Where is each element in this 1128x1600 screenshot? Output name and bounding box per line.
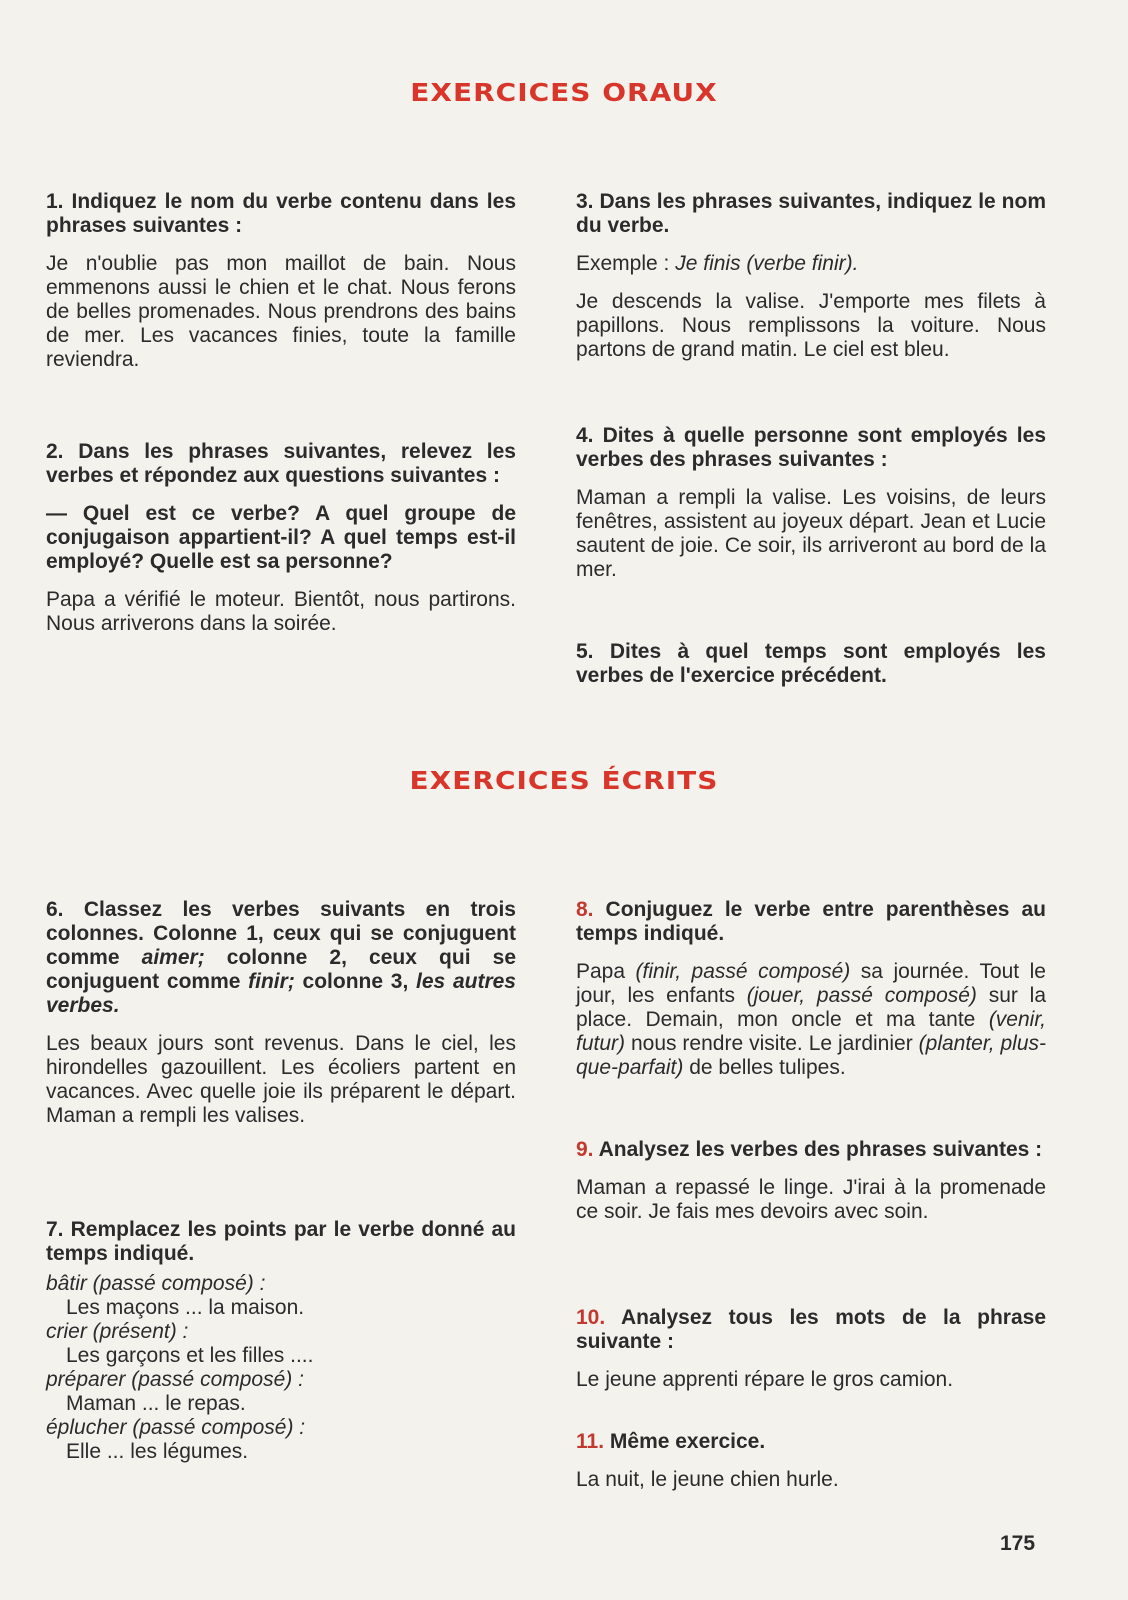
exercise-6-prompt-c: colonne 2, ceux qui se conjuguent comme (46, 946, 516, 993)
exercise-9-prompt: Analysez les verbes des phrases suivantes : (598, 1138, 1043, 1161)
exercise-8-prompt: Conjuguez le verbe entre parenthèses au temps indiqué. (576, 898, 1047, 945)
exercise-10 (576, 1306, 1046, 1392)
exercise-3-number: 3. (576, 190, 594, 213)
exercise-7 (46, 1218, 516, 1464)
exercise-8-text (576, 960, 1046, 1080)
exercise-5-question (576, 640, 1046, 688)
exercise-11-number: 11. (576, 1430, 605, 1453)
exercise-1-text: Je n'oublie pas mon maillot de bain. Nous emmenons aussi le chien et le chat. Nous ferons de belles promenades. Nous prendrons des bains de mer. Les vacances finies, toute la famille reviendra. (46, 252, 516, 371)
exercise-9 (576, 1138, 1046, 1224)
exercise-1-number: 1. (46, 190, 64, 213)
exercise-5 (576, 640, 1046, 688)
oral-section-title: EXERCICES ORAUX (410, 77, 718, 108)
page-number: 175 (1000, 1532, 1036, 1555)
exercise-2-number: 2. (46, 440, 64, 463)
exercise-11-prompt: Même exercice. (609, 1430, 766, 1453)
exercise-9-text: Maman a repassé le linge. J'irai à la promenade ce soir. Je fais mes devoirs avec soin. (576, 1176, 1046, 1223)
exercise-4-prompt: Dites à quelle personne sont employés les verbes des phrases suivantes : (576, 424, 1046, 471)
exercise-3-example (576, 252, 1046, 276)
exercise-10-question (576, 1306, 1046, 1354)
exercise-8-hint-3: (venir, futur) (576, 1008, 1046, 1055)
exercise-7-cue: éplucher (passé composé) : (46, 1416, 306, 1439)
exercise-3-question (576, 190, 1046, 238)
exercise-2-prompt: Dans les phrases suivantes, relevez les verbes et répondez aux questions suivantes : (46, 440, 516, 487)
exercise-6-text: Les beaux jours sont revenus. Dans le ciel, les hirondelles gazouillent. Les écoliers partent en vacances. Avec quelle joie ils préparent le départ. Maman a rempli les valises. (46, 1032, 516, 1127)
exercise-7-prompt: Remplacez les points par le verbe donné au temps indiqué. (46, 1218, 516, 1265)
example-text: Je finis (verbe finir). (675, 252, 859, 275)
exercise-10-number: 10. (576, 1306, 606, 1329)
exercise-6-prompt-d: finir; (248, 970, 295, 993)
exercise-3 (576, 190, 1046, 362)
exercise-7-cue: bâtir (passé composé) : (46, 1272, 266, 1295)
exercise-7-number: 7. (46, 1218, 64, 1241)
exercise-8-hint-1: (finir, passé composé) (635, 960, 851, 983)
exercise-8-text-5: de belles tulipes. (683, 1056, 846, 1079)
exercise-8-text-1: Papa (576, 960, 636, 983)
exercise-8-hint-4: (planter, plus-que-parfait) (576, 1032, 1046, 1079)
exercise-11 (576, 1430, 1046, 1492)
exercise-4-number: 4. (576, 424, 594, 447)
exercise-9-question (576, 1138, 1046, 1162)
exercise-7-line: Elle ... les légumes. (66, 1440, 249, 1463)
exercise-5-number: 5. (576, 640, 594, 663)
exercise-2 (46, 440, 516, 636)
exercise-8-hint-2: (jouer, passé composé) (746, 984, 977, 1007)
exercise-7-cue: préparer (passé composé) : (46, 1368, 304, 1391)
exercise-4 (576, 424, 1046, 582)
exercise-1-question (46, 190, 516, 238)
exercise-8-question (576, 898, 1046, 946)
exercise-7-line: Maman ... le repas. (66, 1392, 246, 1415)
exercise-3-prompt: Dans les phrases suivantes, indiquez le nom du verbe. (576, 190, 1046, 237)
exercise-7-line: Les garçons et les filles .... (66, 1344, 314, 1367)
exercise-8-text-2: sa journée. Tout le jour, les enfants (576, 960, 1046, 1007)
exercise-7-items (46, 1272, 516, 1464)
exercise-6-prompt-a: Classez les verbes suivants en trois colonnes. Colonne 1, ceux qui se conjuguent comme (46, 898, 516, 969)
exercise-6-prompt-e: colonne 3, (294, 970, 417, 993)
exercise-6 (46, 898, 516, 1128)
exercise-8-number: 8. (576, 898, 594, 921)
exercise-2-question (46, 440, 516, 488)
exercise-5-prompt: Dites à quel temps sont employés les verbes de l'exercice précédent. (576, 640, 1046, 687)
exercise-6-question (46, 898, 516, 1018)
exercise-8-text-4: nous rendre visite. Le jardinier (625, 1032, 919, 1055)
exercise-4-question (576, 424, 1046, 472)
exercise-8 (576, 898, 1046, 1080)
example-label: Exemple : (576, 252, 676, 275)
exercise-7-cue: crier (présent) : (46, 1320, 189, 1343)
exercise-11-question (576, 1430, 1046, 1454)
exercise-2-text: Papa a vérifié le moteur. Bientôt, nous partirons. Nous arriverons dans la soirée. (46, 588, 516, 635)
exercise-10-prompt: Analysez tous les mots de la phrase suivante : (576, 1306, 1046, 1353)
exercise-3-text: Je descends la valise. J'emporte mes filets à papillons. Nous remplissons la voiture. Nous partons de grand matin. Le ciel est bleu. (576, 290, 1046, 361)
exercise-1-prompt: Indiquez le nom du verbe contenu dans les phrases suivantes : (46, 190, 516, 237)
exercise-1 (46, 190, 516, 372)
exercise-7-question (46, 1218, 516, 1266)
exercise-7-line: Les maçons ... la maison. (66, 1296, 305, 1319)
written-section-title: EXERCICES ÉCRITS (409, 765, 719, 796)
exercise-6-number: 6. (46, 898, 64, 921)
exercise-6-prompt-b: aimer; (141, 946, 205, 969)
exercise-2-subquestions: — Quel est ce verbe? A quel groupe de conjugaison appartient-il? A quel temps est-il employé? Quelle est sa personne? (46, 502, 516, 573)
exercise-9-number: 9. (576, 1138, 594, 1161)
exercise-10-text: Le jeune apprenti répare le gros camion. (576, 1368, 954, 1391)
exercise-8-text-3: sur la place. Demain, mon oncle et ma tante (576, 984, 1047, 1031)
exercise-6-prompt-f: les autres verbes. (46, 970, 516, 1017)
exercise-4-text: Maman a rempli la valise. Les voisins, de leurs fenêtres, assistent au joyeux départ. Jean et Lucie sautent de joie. Ce soir, ils arriveront au bord de la mer. (576, 486, 1046, 581)
exercise-11-text: La nuit, le jeune chien hurle. (576, 1468, 839, 1491)
